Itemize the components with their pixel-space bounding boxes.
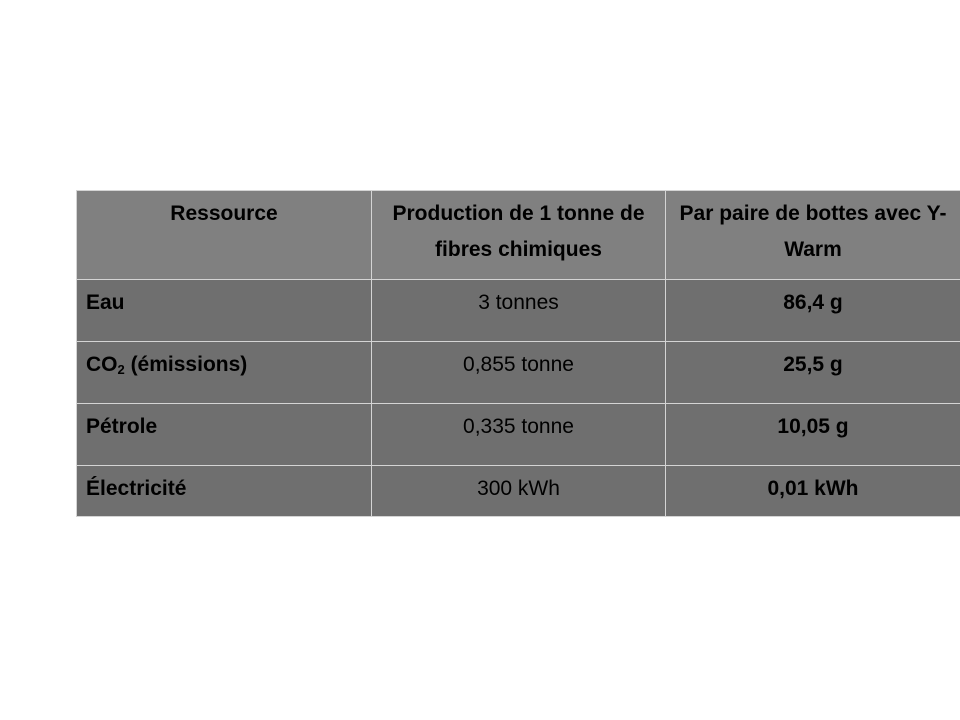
cell-resource: Pétrole <box>77 404 372 466</box>
table-body <box>77 280 960 517</box>
cell-per-pair: 86,4 g <box>666 280 960 342</box>
co2-subscript: 2 <box>117 362 125 377</box>
resource-table-container <box>76 190 960 517</box>
header-per-pair: Par paire de bottes avec Y-Warm <box>666 191 960 280</box>
table-row <box>77 280 960 342</box>
resource-table <box>76 190 960 517</box>
cell-production: 0,855 tonne <box>372 342 666 404</box>
table-row <box>77 404 960 466</box>
header-resource: Ressource <box>77 191 372 280</box>
co2-rest: (émissions) <box>124 353 248 376</box>
cell-per-pair: 25,5 g <box>666 342 960 404</box>
cell-resource: Eau <box>77 280 372 342</box>
cell-per-pair: 10,05 g <box>666 404 960 466</box>
cell-per-pair: 0,01 kWh <box>666 466 960 517</box>
table-row <box>77 342 960 404</box>
cell-production: 0,335 tonne <box>372 404 666 466</box>
header-row <box>77 191 960 280</box>
cell-resource: Électricité <box>77 466 372 517</box>
co2-main: CO <box>86 353 118 376</box>
header-production: Production de 1 tonne de fibres chimiques <box>372 191 666 280</box>
table-row <box>77 466 960 517</box>
cell-resource <box>77 342 372 404</box>
table-header <box>77 191 960 280</box>
cell-production: 300 kWh <box>372 466 666 517</box>
cell-production: 3 tonnes <box>372 280 666 342</box>
